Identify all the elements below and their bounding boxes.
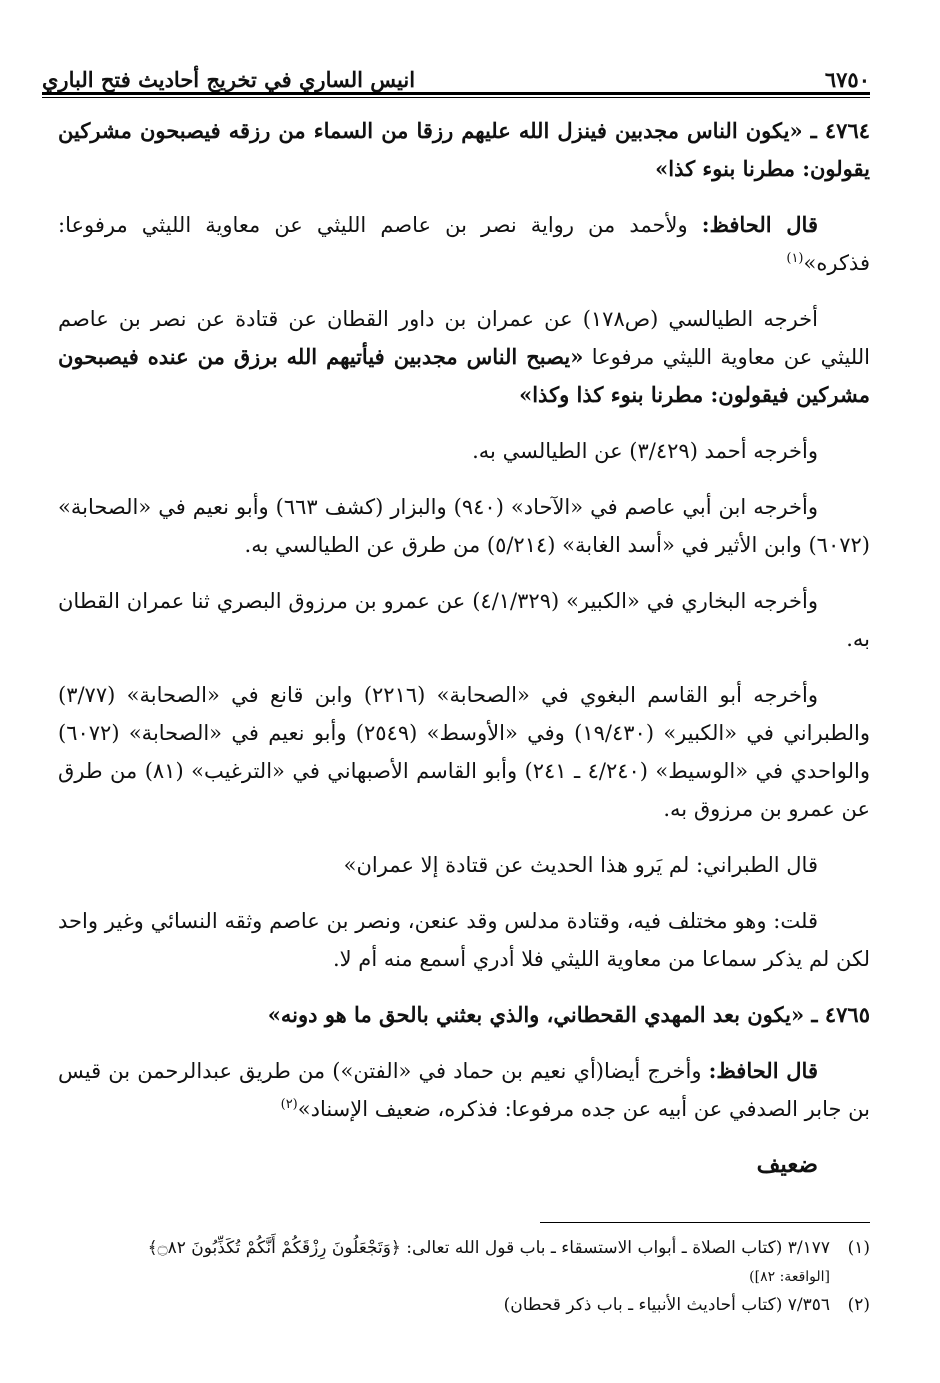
hafiz-statement-1 bbox=[58, 206, 870, 282]
footnotes bbox=[58, 1234, 870, 1319]
tabarani-comment: قال الطبراني: لم يَرو هذا الحديث عن قتادة إلا عمران» bbox=[343, 853, 818, 877]
footnote-number: (٢) bbox=[847, 1295, 870, 1315]
page-number: ٦٧٥٠ bbox=[824, 67, 870, 92]
hadith-number: ٤٧٦٤ ـ bbox=[810, 118, 871, 143]
footnote-body bbox=[58, 1234, 830, 1291]
footnote-number: (١) bbox=[847, 1238, 870, 1258]
header-rule bbox=[42, 92, 870, 95]
takhrij-paragraph-1 bbox=[58, 300, 870, 414]
takhrij-paragraph-3: وأخرجه ابن أبي عاصم في «الآحاد» (٩٤٠) والبزار (كشف ٦٦٣) وأبو نعيم في «الصحابة» (٦٠٧٢) وابن الأثير في «أسد الغابة» (٥/٢١٤) من طرق عن الطيالسي به. bbox=[58, 495, 870, 557]
footnote-ref-1: (١) bbox=[786, 251, 804, 266]
main-text bbox=[58, 112, 870, 1202]
footnote-1 bbox=[58, 1234, 870, 1291]
hadith-text: «يكون بعد المهدي القحطاني، والذي بعثني بالحق ما هو دونه» bbox=[267, 1002, 805, 1027]
hafiz-text: وأخرج أيضا(أي نعيم بن حماد في «الفتن») من طريق عبدالرحمن بن قيس بن جابر الصدفي عن أبيه عن جده مرفوعا: فذكره، ضعيف الإسناد» bbox=[58, 1059, 870, 1121]
hadith-grade: ضعيف bbox=[756, 1151, 818, 1178]
takhrij-intro: أخرجه الطيالسي (ص١٧٨) عن عمران بن داور القطان عن قتادة عن نصر بن عاصم الليثي عن معاوية الليثي مرفوعا bbox=[58, 307, 870, 369]
running-title: انيس الساري في تخريج أحاديث فتح الباري bbox=[42, 67, 416, 92]
header-rule-thin bbox=[42, 97, 870, 98]
hadith-4764 bbox=[58, 112, 870, 188]
hafiz-label: قال الحافظ: bbox=[701, 212, 818, 237]
hadith-4765 bbox=[58, 996, 870, 1034]
footnote-text: ٧/٣٥٦ (كتاب أحاديث الأنبياء ـ باب ذكر قحطان) bbox=[503, 1295, 830, 1315]
footnote-quran-ref: [الواقعة: ٨٢]) bbox=[749, 1269, 830, 1285]
takhrij-paragraph-5: وأخرجه أبو القاسم البغوي في «الصحابة» (٢٢١٦) وابن قانع في «الصحابة» (٣/٧٧) والطبراني في «الكبير» (١٩/٤٣٠) وفي «الأوسط» (٢٥٤٩) وأبو نعيم في «الصحابة» (٦٠٧٢) والواحدي في «الوسيط» (٤/٢٤٠ ـ ٢٤١) وأبو القاسم الأصبهاني في «الترغيب» (٨١) من طرق عن عمرو بن مرزوق به. bbox=[58, 683, 870, 821]
hafiz-text: ولأحمد من رواية نصر بن عاصم الليثي عن معاوية الليثي مرفوعا: فذكره» bbox=[58, 213, 870, 275]
hadith-number: ٤٧٦٥ ـ bbox=[811, 1002, 870, 1027]
takhrij-matn: «يصبح الناس مجدبين فيأتيهم الله برزق من عنده فيصبحون مشركين فيقولون: مطرنا بنوء كذا وكذا» bbox=[58, 344, 870, 407]
footnote-rule bbox=[540, 1222, 870, 1223]
takhrij-paragraph-2: وأخرجه أحمد (٣/٤٢٩) عن الطيالسي به. bbox=[472, 439, 818, 463]
hafiz-statement-2 bbox=[58, 1052, 870, 1128]
page-header bbox=[42, 52, 870, 92]
author-comment: قلت: وهو مختلف فيه، وقتادة مدلس وقد عنعن، ونصر بن عاصم وثقه النسائي وغير واحد لكن لم يذكر سماعا من معاوية الليثي فلا أدري أسمع منه أم لا. bbox=[58, 909, 870, 971]
takhrij-paragraph-4: وأخرجه البخاري في «الكبير» (٤/١/٣٢٩) عن عمرو بن مرزوق البصري ثنا عمران القطان به. bbox=[58, 589, 870, 651]
footnote-ref-2: (٢) bbox=[280, 1097, 298, 1112]
footnote-2 bbox=[58, 1291, 870, 1319]
hadith-text: «يكون الناس مجدبين فينزل الله عليهم رزقا من السماء من رزقه فيصبحون مشركين يقولون: مطرنا بنوء كذا» bbox=[58, 118, 870, 181]
footnote-text: ٣/١٧٧ (كتاب الصلاة ـ أبواب الاستسقاء ـ باب قول الله تعالى: ﴿وَتَجْعَلُونَ رِزْقَكُمْ أَنَّكُمْ تُكَذِّبُونَ ۝٨٢﴾ bbox=[147, 1238, 830, 1258]
hafiz-label: قال الحافظ: bbox=[708, 1058, 818, 1083]
